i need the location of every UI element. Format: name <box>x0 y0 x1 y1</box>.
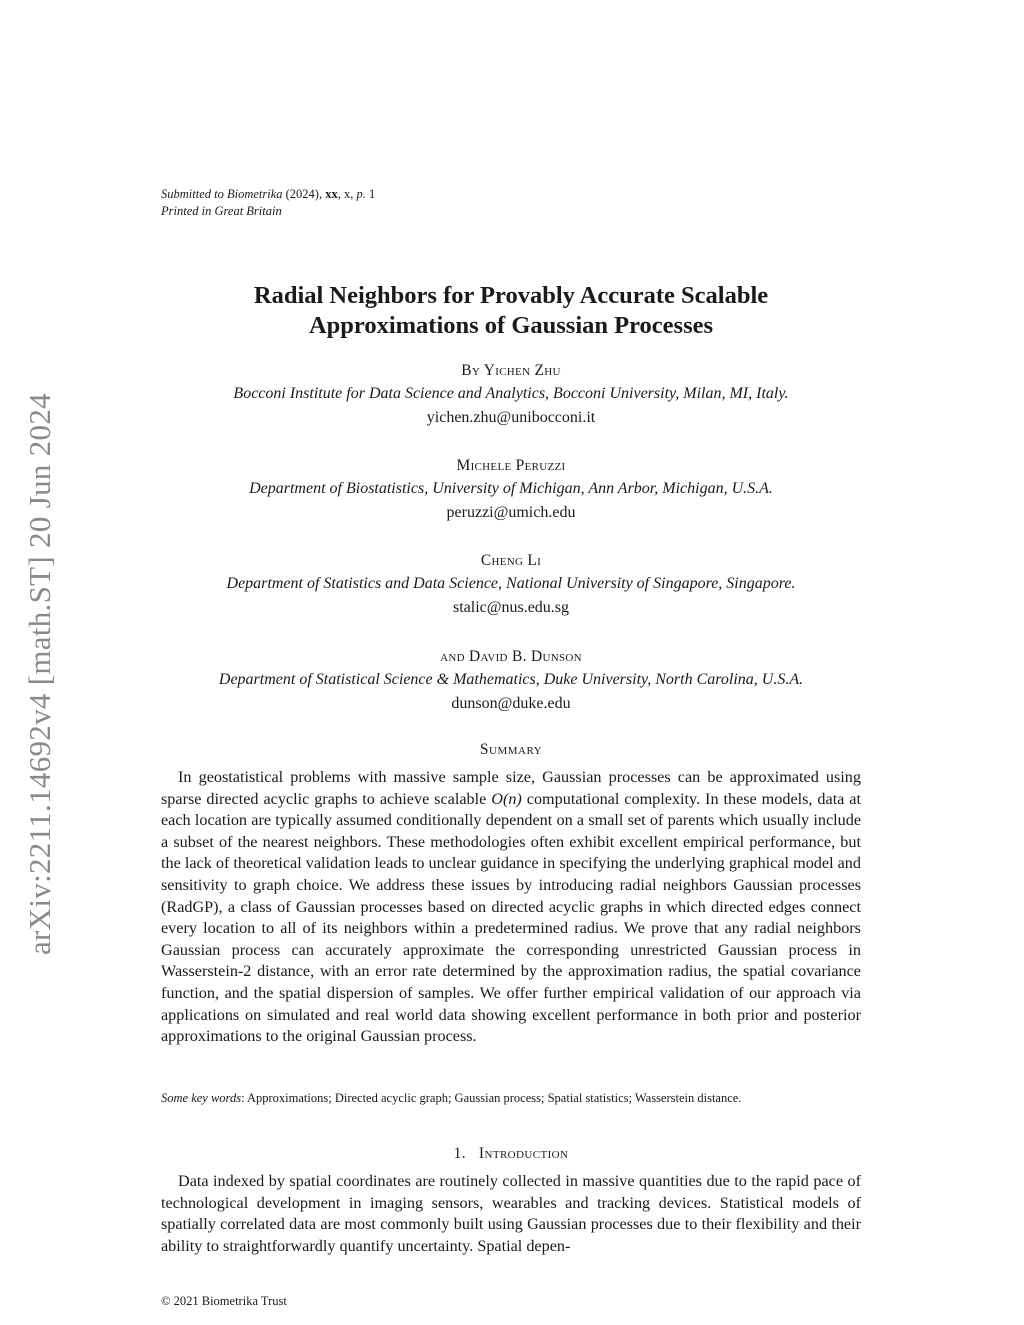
author-affiliation: Bocconi Institute for Data Science and Analytics, Bocconi University, Milan, MI, Italy. <box>233 385 789 402</box>
summary-heading: Summary <box>479 741 543 758</box>
author-email: yichen.zhu@unibocconi.it <box>426 409 596 426</box>
keywords-label: Some key words <box>161 1091 242 1105</box>
arxiv-identifier-stamp: arXiv:2211.14692v4 [math.ST] 20 Jun 2024 <box>22 393 57 955</box>
author-name: Cheng Li <box>480 552 542 569</box>
keywords-line <box>161 1090 861 1106</box>
author-affiliation: Department of Statistical Science & Mathematics, Duke University, North Carolina, U.S.A. <box>218 671 804 688</box>
section-title: Introduction <box>478 1145 569 1162</box>
copyright-symbol: © <box>161 1294 171 1308</box>
author-name: Michele Peruzzi <box>456 457 566 474</box>
keywords-list: : Approximations; Directed acyclic graph; Gaussian process; Spatial statistics; Wasserstein distance. <box>241 1091 742 1105</box>
journal-name: Biometrika <box>226 187 283 201</box>
submission-line <box>161 186 375 203</box>
title-line-1: Radial Neighbors for Provably Accurate Scalable <box>253 282 769 309</box>
printed-line: Printed in Great Britain <box>161 204 282 218</box>
introduction-text: Data indexed by spatial coordinates are routinely collected in massive quantities due to the rapid pace of technological development in imaging sensors, wearables and tracking devices. Statistical models of spatially correlated data are most commonly built using Gaussian processes due to their flexibility and their ability to straightforwardly quantify uncertainty. Spatial depen- <box>161 1172 861 1255</box>
title-line-2: Approximations of Gaussian Processes <box>308 312 714 339</box>
author-block-1 <box>161 360 861 430</box>
author-affiliation: Department of Statistics and Data Science, National University of Singapore, Singapore. <box>226 575 796 592</box>
author-email: dunson@duke.edu <box>451 695 571 712</box>
abstract-part-1: In geostatistical problems with massive sample size, Gaussian processes can be approximated using sparse directed acyclic graphs to achieve scalable <box>161 768 861 808</box>
author-block-3 <box>161 550 861 620</box>
abstract-part-2: computational complexity. In these models, data at each location are typically assumed conditionally dependent on a small set of parents which usually include a subset of the nearest neighbors. These methodologies often exhibit excellent empirical performance, but the lack of theoretical validation leads to unclear guidance in specifying the underlying graphical model and sensitivity to graph choice. We address these issues by introducing radial neighbors Gaussian processes (RadGP), a class of Gaussian processes based on directed acyclic graphs in which directed edges connect every location to all of its neighbors within a predetermined radius. We prove that any radial neighbors Gaussian process can accurately approximate the corresponding unrestricted Gaussian process in Wasserstein-2 distance, with an error rate determined by the approximation radius, the spatial covariance function, and the spatial dispersion of samples. We offer further empirical validation of our approach via applications on simulated and real world data showing excellent performance in both prior and posterior approximations to the original Gaussian process. <box>161 789 861 1046</box>
copyright-text: 2021 Biometrika Trust <box>170 1294 287 1308</box>
author-affiliation: Department of Biostatistics, University of Michigan, Ann Arbor, Michigan, U.S.A. <box>249 480 773 497</box>
author-email: stalic@nus.edu.sg <box>452 599 570 616</box>
section-heading-introduction <box>161 1145 861 1163</box>
page-number: 1 <box>365 187 376 201</box>
journal-header <box>161 186 375 220</box>
copyright-footer <box>161 1294 287 1309</box>
author-block-2 <box>161 455 861 525</box>
journal-volume: xx <box>325 187 338 201</box>
complexity-math: O(n) <box>491 789 522 808</box>
abstract-text <box>161 767 861 1048</box>
author-email: peruzzi@umich.edu <box>446 504 576 521</box>
paper-title <box>161 281 861 341</box>
journal-issue: , x, <box>337 187 357 201</box>
journal-year: (2024), <box>282 187 326 201</box>
author-name: By Yichen Zhu <box>461 362 561 379</box>
page-prefix: p. <box>356 187 366 201</box>
author-name: and David B. Dunson <box>440 648 582 665</box>
journal-prefix: Submitted to <box>161 187 227 201</box>
section-number: 1. <box>453 1145 467 1162</box>
author-block-4 <box>161 646 861 716</box>
